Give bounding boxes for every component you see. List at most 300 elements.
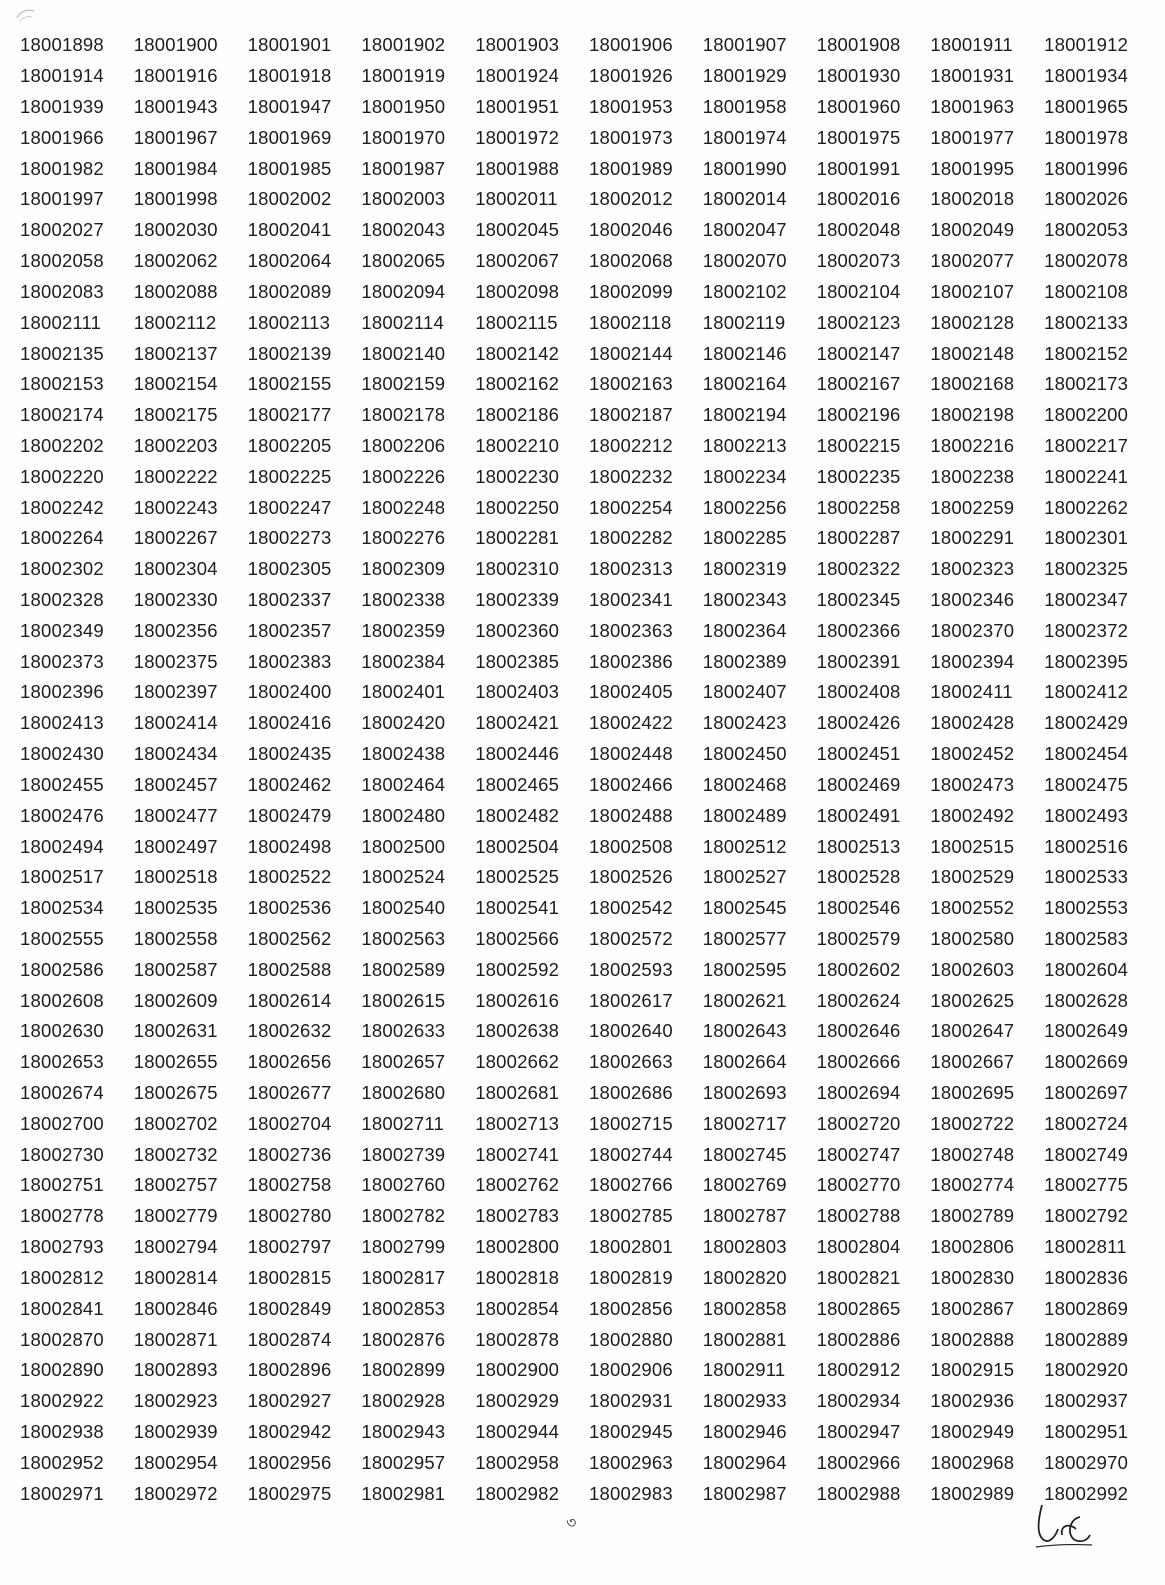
roll-number-cell: 18001960: [816, 96, 901, 118]
roll-number-cell: 18002803: [702, 1236, 787, 1258]
roll-number-cell: 18002359: [361, 619, 446, 641]
roll-number-cell: 18002880: [588, 1328, 673, 1350]
roll-number-cell: 18002030: [133, 219, 218, 241]
roll-number-cell: 18002923: [133, 1390, 218, 1412]
roll-number-cell: 18002099: [588, 280, 673, 302]
roll-number-cell: 18001975: [816, 126, 901, 148]
roll-number-cell: 18002512: [702, 835, 787, 857]
roll-number-cell: 18002386: [588, 650, 673, 672]
roll-number-cell: 18002640: [588, 1020, 673, 1042]
scan-artifact-mark: [14, 6, 38, 24]
table-row: [20, 1016, 1140, 1047]
roll-number-cell: 18002515: [930, 835, 1015, 857]
roll-number-cell: 18002900: [475, 1359, 560, 1381]
roll-number-cell: 18002649: [1044, 1020, 1129, 1042]
roll-number-cell: 18002577: [702, 927, 787, 949]
roll-number-cell: 18002175: [133, 404, 218, 426]
roll-number-cell: 18002067: [475, 250, 560, 272]
roll-number-cell: 18002291: [930, 527, 1015, 549]
roll-number-cell: 18002083: [20, 280, 104, 302]
roll-number-cell: 18002465: [475, 773, 560, 795]
roll-number-cell: 18002451: [816, 743, 901, 765]
roll-number-cell: 18002915: [930, 1359, 1015, 1381]
roll-number-cell: 18002587: [133, 958, 218, 980]
roll-number-cell: 18002168: [930, 373, 1015, 395]
roll-number-cell: 18002624: [816, 989, 901, 1011]
roll-number-cell: 18002420: [361, 712, 446, 734]
roll-number-cell: 18002016: [816, 188, 901, 210]
roll-number-cell: 18002820: [702, 1266, 787, 1288]
roll-number-cell: 18002621: [702, 989, 787, 1011]
roll-number-cell: 18002267: [133, 527, 218, 549]
roll-number-cell: 18002968: [930, 1451, 1015, 1473]
roll-number-cell: 18002646: [816, 1020, 901, 1042]
table-row: [20, 1324, 1140, 1355]
roll-number-cell: 18002177: [247, 404, 332, 426]
roll-number-cell: 18002751: [20, 1174, 104, 1196]
roll-number-cell: 18002434: [133, 743, 218, 765]
roll-number-cell: 18002026: [1044, 188, 1129, 210]
roll-number-cell: 18002694: [816, 1082, 901, 1104]
roll-number-cell: 18001914: [20, 65, 104, 87]
table-row: [20, 1108, 1140, 1139]
roll-number-cell: 18002140: [361, 342, 446, 364]
roll-number-cell: 18002373: [20, 650, 104, 672]
roll-number-cell: 18002144: [588, 342, 673, 364]
roll-number-cell: 18002489: [702, 804, 787, 826]
table-row: [20, 400, 1140, 431]
roll-number-cell: 18002328: [20, 589, 104, 611]
roll-number-cell: 18002669: [1044, 1051, 1129, 1073]
roll-number-cell: 18002363: [588, 619, 673, 641]
roll-number-cell: 18002711: [361, 1112, 444, 1134]
table-row: [20, 770, 1140, 801]
roll-number-cell: 18002853: [361, 1297, 446, 1319]
roll-number-cell: 18001906: [588, 34, 673, 56]
roll-number-cell: 18002588: [247, 958, 332, 980]
roll-number-cell: 18002384: [361, 650, 446, 672]
roll-number-cell: 18002983: [588, 1482, 673, 1504]
roll-number-cell: 18002782: [361, 1205, 446, 1227]
table-row: [20, 585, 1140, 616]
roll-number-cell: 18001908: [816, 34, 901, 56]
roll-number-cell: 18002173: [1044, 373, 1129, 395]
roll-number-cell: 18002475: [1044, 773, 1129, 795]
roll-number-cell: 18002002: [247, 188, 332, 210]
roll-number-cell: 18002792: [1044, 1205, 1129, 1227]
roll-number-cell: 18002615: [361, 989, 446, 1011]
roll-number-cell: 18002970: [1044, 1451, 1129, 1473]
roll-number-cell: 18002939: [133, 1420, 218, 1442]
table-row: [20, 1078, 1140, 1109]
roll-number-cell: 18002513: [816, 835, 901, 857]
roll-number-cell: 18002720: [816, 1112, 901, 1134]
roll-number-cell: 18002428: [930, 712, 1015, 734]
roll-number-cell: 18002385: [475, 650, 560, 672]
table-row: [20, 862, 1140, 893]
roll-number-cell: 18002123: [816, 311, 901, 333]
roll-number-cell: 18002213: [702, 434, 787, 456]
roll-number-cell: 18002741: [475, 1143, 560, 1165]
roll-number-cell: 18002785: [588, 1205, 673, 1227]
table-row: [20, 1263, 1140, 1294]
roll-number-cell: 18002135: [20, 342, 104, 364]
roll-number-cell: 18002258: [816, 496, 901, 518]
roll-number-cell: 18001991: [816, 157, 901, 179]
roll-number-cell: 18002758: [247, 1174, 332, 1196]
roll-number-cell: 18002027: [20, 219, 104, 241]
table-row: [20, 1355, 1140, 1386]
roll-number-cell: 18002416: [247, 712, 332, 734]
roll-number-cell: 18002775: [1044, 1174, 1129, 1196]
roll-number-cell: 18002603: [930, 958, 1015, 980]
roll-number-cell: 18002697: [1044, 1082, 1129, 1104]
roll-number-cell: 18002662: [475, 1051, 560, 1073]
roll-number-cell: 18002178: [361, 404, 446, 426]
roll-number-cell: 18002259: [930, 496, 1015, 518]
roll-number-cell: 18002473: [930, 773, 1015, 795]
roll-number-cell: 18002931: [588, 1390, 673, 1412]
roll-number-cell: 18002562: [247, 927, 332, 949]
roll-number-cell: 18002454: [1044, 743, 1129, 765]
roll-number-cell: 18002966: [816, 1451, 901, 1473]
roll-number-cell: 18002014: [702, 188, 787, 210]
roll-number-cell: 18002305: [247, 558, 332, 580]
table-row: [20, 61, 1140, 92]
roll-number-cell: 18002375: [133, 650, 218, 672]
roll-number-cell: 18002041: [247, 219, 332, 241]
roll-number-cell: 18001939: [20, 96, 104, 118]
roll-number-cell: 18002929: [475, 1390, 560, 1412]
roll-number-cell: 18002516: [1044, 835, 1129, 857]
roll-number-cell: 18002527: [702, 866, 787, 888]
roll-number-cell: 18002632: [247, 1020, 332, 1042]
roll-number-cell: 18002528: [816, 866, 901, 888]
roll-number-cell: 18001950: [361, 96, 446, 118]
roll-number-cell: 18002674: [20, 1082, 104, 1104]
roll-number-cell: 18002799: [361, 1236, 446, 1258]
roll-number-cell: 18002583: [1044, 927, 1129, 949]
roll-number-cell: 18002053: [1044, 219, 1129, 241]
roll-number-cell: 18001973: [588, 126, 673, 148]
roll-number-cell: 18002874: [247, 1328, 332, 1350]
roll-number-cell: 18002595: [702, 958, 787, 980]
table-row: [20, 1417, 1140, 1448]
roll-number-cell: 18002942: [247, 1420, 332, 1442]
roll-number-cell: 18002899: [361, 1359, 446, 1381]
roll-number-cell: 18002534: [20, 897, 104, 919]
table-row: [20, 1232, 1140, 1263]
roll-number-cell: 18002045: [475, 219, 560, 241]
roll-number-cell: 18002675: [133, 1082, 218, 1104]
table-row: [20, 1478, 1140, 1509]
roll-number-cell: 18002788: [816, 1205, 901, 1227]
roll-number-cell: 18001924: [475, 65, 560, 87]
roll-number-cell: 18002491: [816, 804, 901, 826]
table-row: [20, 646, 1140, 677]
roll-number-cell: 18002128: [930, 311, 1015, 333]
roll-number-cell: 18002210: [475, 434, 560, 456]
roll-number-cell: 18002681: [475, 1082, 560, 1104]
roll-number-cell: 18002614: [247, 989, 332, 1011]
roll-number-cell: 18002830: [930, 1266, 1015, 1288]
roll-number-cell: 18001984: [133, 157, 218, 179]
roll-number-cell: 18002254: [588, 496, 673, 518]
roll-number-cell: 18002094: [361, 280, 446, 302]
roll-number-cell: 18002413: [20, 712, 104, 734]
roll-number-cell: 18001967: [133, 126, 218, 148]
roll-number-cell: 18002113: [247, 311, 331, 333]
roll-number-cell: 18002048: [816, 219, 901, 241]
roll-number-cell: 18002383: [247, 650, 332, 672]
roll-number-cell: 18002806: [930, 1236, 1015, 1258]
roll-number-cell: 18002854: [475, 1297, 560, 1319]
roll-number-cell: 18002937: [1044, 1390, 1129, 1412]
roll-number-cell: 18002988: [816, 1482, 901, 1504]
roll-number-cell: 18002992: [1044, 1482, 1129, 1504]
roll-number-cell: 18002174: [20, 404, 104, 426]
roll-number-cell: 18002202: [20, 434, 104, 456]
roll-number-cell: 18002766: [588, 1174, 673, 1196]
roll-number-cell: 18002346: [930, 589, 1015, 611]
roll-number-cell: 18002273: [247, 527, 332, 549]
roll-number-cell: 18001947: [247, 96, 332, 118]
table-row: [20, 1447, 1140, 1478]
roll-number-cell: 18002356: [133, 619, 218, 641]
table-row: [20, 246, 1140, 277]
roll-number-cell: 18002058: [20, 250, 104, 272]
roll-number-cell: 18002337: [247, 589, 332, 611]
roll-number-cell: 18002888: [930, 1328, 1015, 1350]
table-row: [20, 1047, 1140, 1078]
roll-number-cell: 18002152: [1044, 342, 1129, 364]
roll-number-cell: 18002148: [930, 342, 1015, 364]
roll-number-cell: 18002222: [133, 465, 218, 487]
table-row: [20, 954, 1140, 985]
roll-number-cell: 18001903: [475, 34, 560, 56]
roll-number-cell: 18002819: [588, 1266, 673, 1288]
roll-number-cell: 18002012: [588, 188, 673, 210]
table-row: [20, 277, 1140, 308]
roll-number-cell: 18002633: [361, 1020, 446, 1042]
roll-number-cell: 18002841: [20, 1297, 104, 1319]
roll-number-cell: 18002677: [247, 1082, 332, 1104]
roll-number-cell: 18002963: [588, 1451, 673, 1473]
roll-number-cell: 18002625: [930, 989, 1015, 1011]
roll-number-cell: 18002319: [702, 558, 787, 580]
roll-number-cell: 18002579: [816, 927, 901, 949]
roll-number-cell: 18002011: [475, 188, 558, 210]
roll-number-cell: 18002609: [133, 989, 218, 1011]
roll-number-cell: 18002330: [133, 589, 218, 611]
roll-number-cell: 18002526: [588, 866, 673, 888]
roll-number-cell: 18002695: [930, 1082, 1015, 1104]
roll-number-cell: 18002313: [588, 558, 673, 580]
roll-number-cell: 18002234: [702, 465, 787, 487]
table-row: [20, 369, 1140, 400]
roll-number-cell: 18002793: [20, 1236, 104, 1258]
roll-number-cell: 18002572: [588, 927, 673, 949]
roll-number-cell: 18002865: [816, 1297, 901, 1319]
roll-number-cell: 18002070: [702, 250, 787, 272]
roll-number-cell: 18002500: [361, 835, 446, 857]
table-row: [20, 677, 1140, 708]
roll-number-cell: 18002493: [1044, 804, 1129, 826]
roll-number-cell: 18001943: [133, 96, 218, 118]
roll-number-cell: 18002558: [133, 927, 218, 949]
roll-number-cell: 18002438: [361, 743, 446, 765]
table-row: [20, 831, 1140, 862]
roll-number-cell: 18002717: [702, 1112, 787, 1134]
roll-number-cell: 18001926: [588, 65, 673, 87]
roll-number-cell: 18002817: [361, 1266, 446, 1288]
roll-number-cell: 18002115: [475, 311, 558, 333]
roll-number-cell: 18002422: [588, 712, 673, 734]
roll-number-cell: 18002065: [361, 250, 446, 272]
roll-number-cell: 18002952: [20, 1451, 104, 1473]
roll-number-cell: 18002702: [133, 1112, 218, 1134]
roll-number-cell: 18002749: [1044, 1143, 1129, 1165]
roll-number-cell: 18002933: [702, 1390, 787, 1412]
roll-number-cell: 18002604: [1044, 958, 1129, 980]
roll-number-cell: 18002232: [588, 465, 673, 487]
roll-number-cell: 18002423: [702, 712, 787, 734]
roll-number-cell: 18002911: [702, 1359, 786, 1381]
roll-number-cell: 18002407: [702, 681, 787, 703]
roll-number-cell: 18002482: [475, 804, 560, 826]
roll-number-cell: 18002064: [247, 250, 332, 272]
roll-number-cell: 18002797: [247, 1236, 332, 1258]
roll-number-cell: 18002107: [930, 280, 1015, 302]
roll-number-cell: 18002230: [475, 465, 560, 487]
roll-number-cell: 18001919: [361, 65, 446, 87]
roll-number-cell: 18002235: [816, 465, 901, 487]
roll-number-cell: 18002147: [816, 342, 901, 364]
roll-number-cell: 18002789: [930, 1205, 1015, 1227]
roll-number-cell: 18002217: [1044, 434, 1129, 456]
table-row: [20, 92, 1140, 123]
roll-number-cell: 18002468: [702, 773, 787, 795]
roll-number-cell: 18002849: [247, 1297, 332, 1319]
roll-number-cell: 18002938: [20, 1420, 104, 1442]
table-row: [20, 215, 1140, 246]
roll-number-cell: 18002448: [588, 743, 673, 765]
roll-number-cell: 18002663: [588, 1051, 673, 1073]
roll-number-cell: 18002200: [1044, 404, 1129, 426]
page-number: ৩: [566, 1515, 577, 1532]
roll-number-cell: 18001951: [475, 96, 560, 118]
roll-number-cell: 18001900: [133, 34, 218, 56]
roll-number-cell: 18002856: [588, 1297, 673, 1319]
roll-number-cell: 18002479: [247, 804, 332, 826]
roll-number-cell: 18002302: [20, 558, 104, 580]
roll-number-cell: 18002162: [475, 373, 560, 395]
roll-number-cell: 18002889: [1044, 1328, 1129, 1350]
roll-number-cell: 18002494: [20, 835, 104, 857]
table-row: [20, 431, 1140, 462]
roll-number-cell: 18002972: [133, 1482, 218, 1504]
table-row: [20, 153, 1140, 184]
roll-number-cell: 18002893: [133, 1359, 218, 1381]
roll-number-cell: 18002225: [247, 465, 332, 487]
roll-number-cell: 18002744: [588, 1143, 673, 1165]
roll-number-cell: 18002657: [361, 1051, 446, 1073]
roll-number-cell: 18002593: [588, 958, 673, 980]
roll-number-cell: 18002196: [816, 404, 901, 426]
roll-number-cell: 18002928: [361, 1390, 446, 1412]
roll-number-cell: 18002586: [20, 958, 104, 980]
roll-number-cell: 18002524: [361, 866, 446, 888]
roll-number-cell: 18002068: [588, 250, 673, 272]
roll-number-cell: 18002821: [816, 1266, 901, 1288]
table-row: [20, 1386, 1140, 1417]
roll-number-cell: 18002349: [20, 619, 104, 641]
roll-number-cell: 18001966: [20, 126, 104, 148]
roll-number-cell: 18001989: [588, 157, 673, 179]
roll-number-cell: 18001969: [247, 126, 332, 148]
roll-number-cell: 18002226: [361, 465, 446, 487]
roll-number-cell: 18002617: [588, 989, 673, 1011]
roll-number-cell: 18002762: [475, 1174, 560, 1196]
roll-number-cell: 18002870: [20, 1328, 104, 1350]
table-row: [20, 523, 1140, 554]
roll-number-cell: 18002760: [361, 1174, 446, 1196]
roll-number-cell: 18002167: [816, 373, 901, 395]
roll-number-cell: 18002653: [20, 1051, 104, 1073]
roll-number-cell: 18002285: [702, 527, 787, 549]
roll-number-cell: 18001974: [702, 126, 787, 148]
roll-number-cell: 18002309: [361, 558, 446, 580]
roll-number-cell: 18001985: [247, 157, 332, 179]
roll-number-cell: 18002137: [133, 342, 218, 364]
roll-number-cell: 18002146: [702, 342, 787, 364]
roll-number-cell: 18002686: [588, 1082, 673, 1104]
roll-number-cell: 18001934: [1044, 65, 1129, 87]
roll-number-cell: 18002508: [588, 835, 673, 857]
roll-number-cell: 18002589: [361, 958, 446, 980]
table-row: [20, 615, 1140, 646]
roll-number-cell: 18001965: [1044, 96, 1129, 118]
roll-number-cell: 18002774: [930, 1174, 1015, 1196]
roll-number-cell: 18001972: [475, 126, 560, 148]
roll-number-cell: 18002801: [588, 1236, 673, 1258]
roll-number-cell: 18002043: [361, 219, 446, 241]
roll-number-cell: 18001911: [930, 34, 1013, 56]
roll-number-cell: 18002869: [1044, 1297, 1129, 1319]
roll-number-cell: 18002975: [247, 1482, 332, 1504]
roll-number-cell: 18002163: [588, 373, 673, 395]
roll-number-cell: 18002956: [247, 1451, 332, 1473]
roll-number-cell: 18002736: [247, 1143, 332, 1165]
roll-number-cell: 18002912: [816, 1359, 901, 1381]
roll-number-cell: 18002680: [361, 1082, 446, 1104]
roll-number-cell: 18002944: [475, 1420, 560, 1442]
roll-number-cell: 18002220: [20, 465, 104, 487]
roll-number-cell: 18002518: [133, 866, 218, 888]
roll-number-cell: 18002616: [475, 989, 560, 1011]
table-row: [20, 1201, 1140, 1232]
roll-number-cell: 18002462: [247, 773, 332, 795]
roll-number-cell: 18002250: [475, 496, 560, 518]
roll-number-cell: 18002533: [1044, 866, 1129, 888]
roll-number-cell: 18002476: [20, 804, 104, 826]
roll-number-cell: 18002205: [247, 434, 332, 456]
roll-number-cell: 18001902: [361, 34, 446, 56]
roll-number-cell: 18001929: [702, 65, 787, 87]
roll-number-cell: 18001987: [361, 157, 446, 179]
roll-number-cell: 18002580: [930, 927, 1015, 949]
roll-number-cell: 18002958: [475, 1451, 560, 1473]
